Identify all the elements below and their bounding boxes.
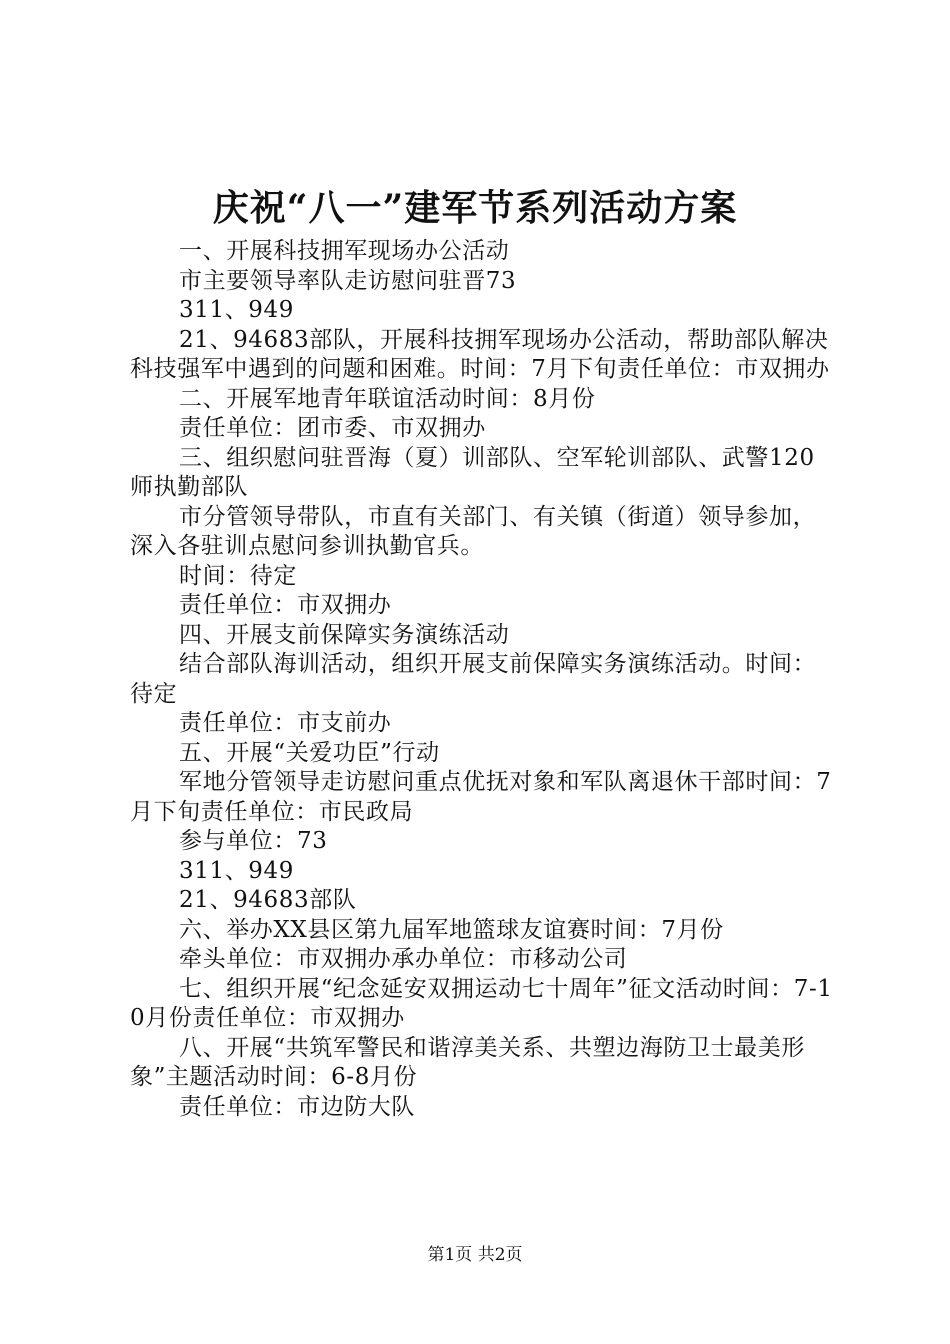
paragraph: 八、开展“共筑军警民和谐淳美关系、共塑边海防卫士最美形象”主题活动时间：6-8月份 — [130, 1034, 805, 1090]
paragraph: 二、开展军地青年联谊活动时间：8月份 — [179, 385, 596, 412]
paragraph: 市分管领导带队，市直有关部门、有关镇（街道）领导参加，深入各驻训点慰问参训执勤官兵。 — [130, 503, 817, 559]
paragraph: 21、94683部队 — [179, 887, 357, 913]
paragraph: 责任单位：市双拥办 — [179, 592, 392, 618]
paragraph: 责任单位：市边防大队 — [179, 1093, 415, 1120]
paragraph: 时间：待定 — [179, 562, 297, 589]
paragraph: 一、开展科技拥军现场办公活动 — [179, 238, 510, 264]
document-title: 庆祝“八一”建军节系列活动方案 — [212, 187, 738, 229]
document-body — [130, 237, 835, 1122]
paragraph: 三、组织慰问驻晋海（夏）训部队、空军轮训部队、武警120师执勤部队 — [130, 444, 815, 500]
paragraph: 四、开展支前保障实务演练活动 — [179, 621, 510, 648]
paragraph: 311、949 — [179, 857, 294, 884]
paragraph: 责任单位：市支前办 — [179, 710, 392, 736]
paragraph: 市主要领导率队走访慰问驻晋73 — [179, 267, 517, 294]
paragraph: 军地分管领导走访慰问重点优抚对象和军队离退休干部时间：7月下旬责任单位：市民政局 — [130, 769, 832, 825]
paragraph: 责任单位：团市委、市双拥办 — [179, 415, 486, 441]
paragraph: 牵头单位：市双拥办承办单位：市移动公司 — [179, 946, 628, 972]
paragraph: 结合部队海训活动，组织开展支前保障实务演练活动。时间：待定 — [130, 651, 817, 707]
page-number-footer: 第1页 共2页 — [427, 1245, 523, 1265]
paragraph: 六、举办XX县区第九届军地篮球友谊赛时间：7月份 — [179, 916, 724, 943]
paragraph: 七、组织开展“纪念延安双拥运动七十周年”征文活动时间：7-10月份责任单位：市双拥办 — [130, 975, 833, 1031]
paragraph: 参与单位：73 — [179, 828, 328, 854]
paragraph: 311、949 — [179, 297, 294, 323]
paragraph: 五、开展“关爱功臣”行动 — [179, 739, 440, 766]
paragraph: 21、94683部队，开展科技拥军现场办公活动，帮助部队解决科技强军中遇到的问题和困难。时间：7月下旬责任单位：市双拥办 — [130, 326, 830, 382]
